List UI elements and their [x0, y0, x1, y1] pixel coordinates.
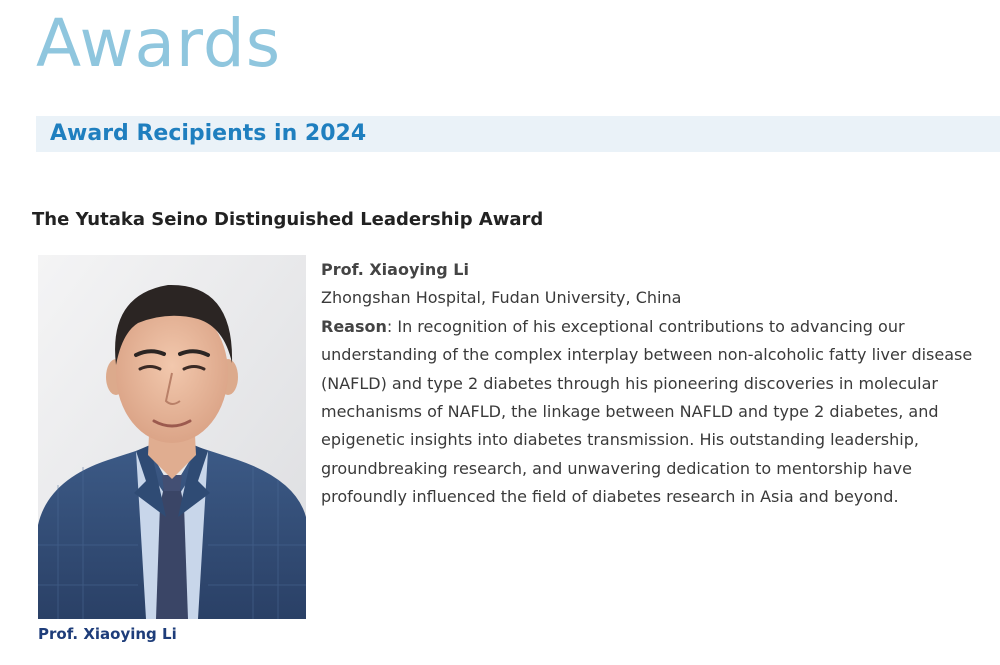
recipient-affiliation: Zhongshan Hospital, Fudan University, China: [321, 288, 682, 308]
award-reason: [321, 313, 989, 512]
recipient-details: [321, 256, 989, 512]
reason-separator: :: [386, 316, 393, 336]
reason-text: In recognition of his exceptional contributions to advancing our understanding of the complex interplay between non-alcoholic fatty liver disease (NAFLD) and type 2 diabetes through his pioneering discoveries in molecular mechanisms of NAFLD, the linkage between NAFLD and type 2 diabetes, and epigenetic insights into diabetes transmission. His outstanding leadership, groundbreaking research, and unwavering dedication to mentorship have profoundly influenced the field of diabetes research in Asia and beyond.: [321, 316, 973, 507]
recipient-photo: [38, 255, 306, 619]
section-title: Award Recipients in 2024: [50, 121, 367, 146]
page-title: Awards: [36, 2, 281, 86]
award-title: The Yutaka Seino Distinguished Leadership Award: [32, 209, 544, 230]
recipient-name: Prof. Xiaoying Li: [321, 260, 469, 279]
reason-label: Reason: [321, 316, 387, 336]
photo-caption: Prof. Xiaoying Li: [38, 625, 177, 643]
section-header-bar: [36, 116, 1000, 152]
